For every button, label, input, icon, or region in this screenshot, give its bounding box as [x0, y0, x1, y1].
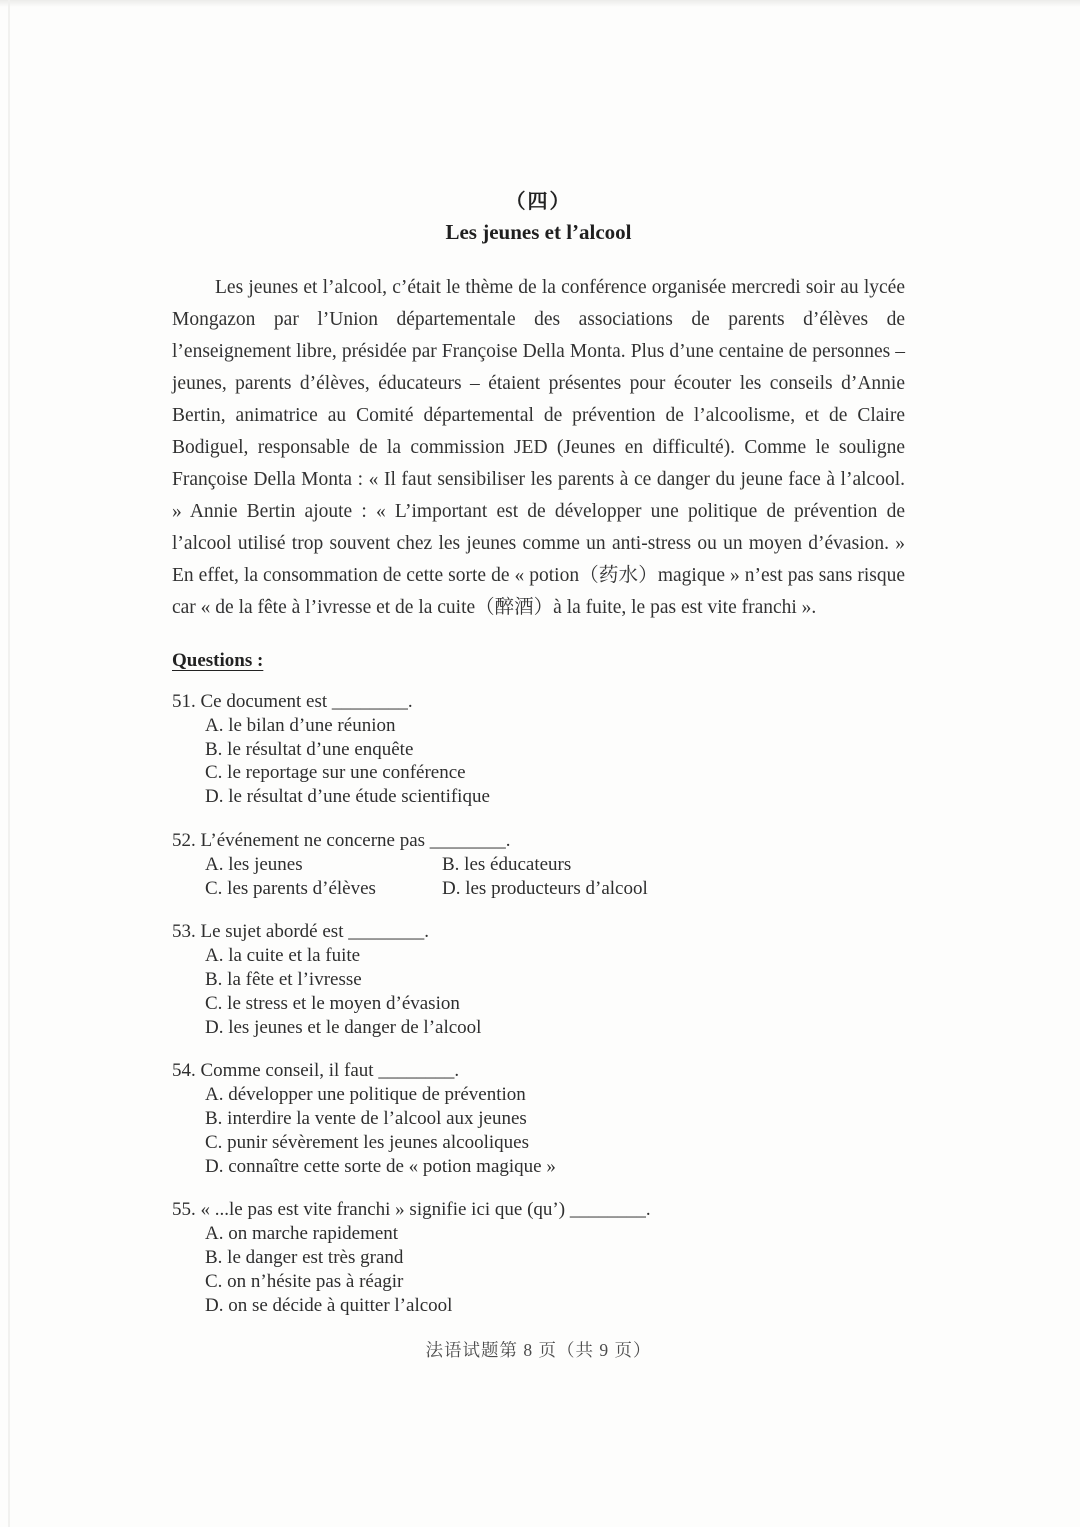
page-footer: 法语试题第 8 页（共 9 页）: [425, 1340, 652, 1361]
passage-title: Les jeunes et l’alcool: [445, 220, 632, 244]
option-a: A. on marche rapidement: [205, 1223, 399, 1245]
question-number: 55.: [172, 1199, 196, 1221]
option-c: C. on n’hésite pas à réagir: [205, 1270, 404, 1292]
questions-list: [172, 690, 905, 1317]
question-51: [172, 690, 905, 809]
option-d: D. on se décide à quitter l’alcool: [205, 1294, 453, 1316]
option-b: B. le résultat d’une enquête: [205, 738, 414, 760]
option-c: C. le reportage sur une conférence: [205, 762, 466, 784]
option-c: C. les parents d’élèves: [205, 877, 376, 899]
question-stem: Ce document est ________.: [200, 691, 413, 712]
option-b: B. le danger est très grand: [205, 1246, 404, 1268]
questions-heading: Questions :: [172, 650, 264, 671]
passage-paragraph: Les jeunes et l’alcool, c’était le thème de la conférence organisée mercredi soir au lycée Mongazon par l’Union départementale des associations de parents d’élèves de l’enseignement libre, présidée par Françoise Della Monta. Plus d’une centaine de personnes – jeunes, parents d’élèves, éducateurs – étaient présentes pour écouter les conseils d’Annie Bertin, animatrice au Comité départemental de prévention de l’alcoolisme, et de Claire Bodiguel, responsable de la commission JED (Jeunes en difficulté). Comme le souligne Françoise Della Monta : « Il faut sensibiliser les parents à ce danger du jeune face à l’alcool. » Annie Bertin ajoute : « L’important est de développer une politique de prévention de l’alcool utilisé trop souvent chez les jeunes comme un anti-stress ou un moyen d’évasion. » En effet, la consommation de cette sorte de « potion（药水）magique » n’est pas sans risque car « de la fête à l’ivresse et de la cuite（醉酒）à la fuite, le pas est vite franchi ».: [172, 277, 905, 618]
option-a: A. les jeunes: [205, 853, 303, 875]
option-d: D. le résultat d’une étude scientifique: [205, 786, 490, 808]
option-c: C. punir sévèrement les jeunes alcooliques: [205, 1131, 529, 1153]
question-55: [172, 1198, 905, 1317]
question-54: [172, 1059, 905, 1178]
option-a: A. le bilan d’une réunion: [205, 714, 396, 736]
question-53: [172, 920, 905, 1039]
option-a: A. la cuite et la fuite: [205, 945, 361, 967]
option-d: D. les producteurs d’alcool: [442, 877, 648, 899]
question-52-options: [172, 853, 905, 901]
option-d: D. les jeunes et le danger de l’alcool: [205, 1016, 482, 1038]
option-a: A. développer une politique de prévention: [205, 1084, 526, 1106]
question-number: 52.: [172, 829, 196, 851]
option-c: C. le stress et le moyen d’évasion: [205, 992, 460, 1014]
question-number: 53.: [172, 921, 196, 943]
question-stem: Comme conseil, il faut ________.: [200, 1060, 460, 1082]
question-number: 51.: [172, 691, 196, 712]
section-number: （四）: [505, 191, 572, 213]
question-54-options: [172, 1083, 905, 1178]
question-stem: « ...le pas est vite franchi » signifie ici que (qu’) ________.: [200, 1199, 651, 1221]
question-stem: L’événement ne concerne pas ________.: [200, 829, 511, 851]
option-b: B. la fête et l’ivresse: [205, 968, 362, 990]
option-d: D. connaître cette sorte de « potion magique »: [205, 1155, 556, 1177]
question-55-options: [172, 1222, 905, 1317]
question-52: [172, 829, 905, 900]
option-b: B. interdire la vente de l’alcool aux jeunes: [205, 1107, 527, 1129]
question-53-options: [172, 944, 905, 1039]
question-number: 54.: [172, 1060, 196, 1082]
option-b: B. les éducateurs: [442, 853, 572, 875]
question-51-options: [172, 714, 905, 809]
question-stem: Le sujet abordé est ________.: [200, 921, 429, 943]
